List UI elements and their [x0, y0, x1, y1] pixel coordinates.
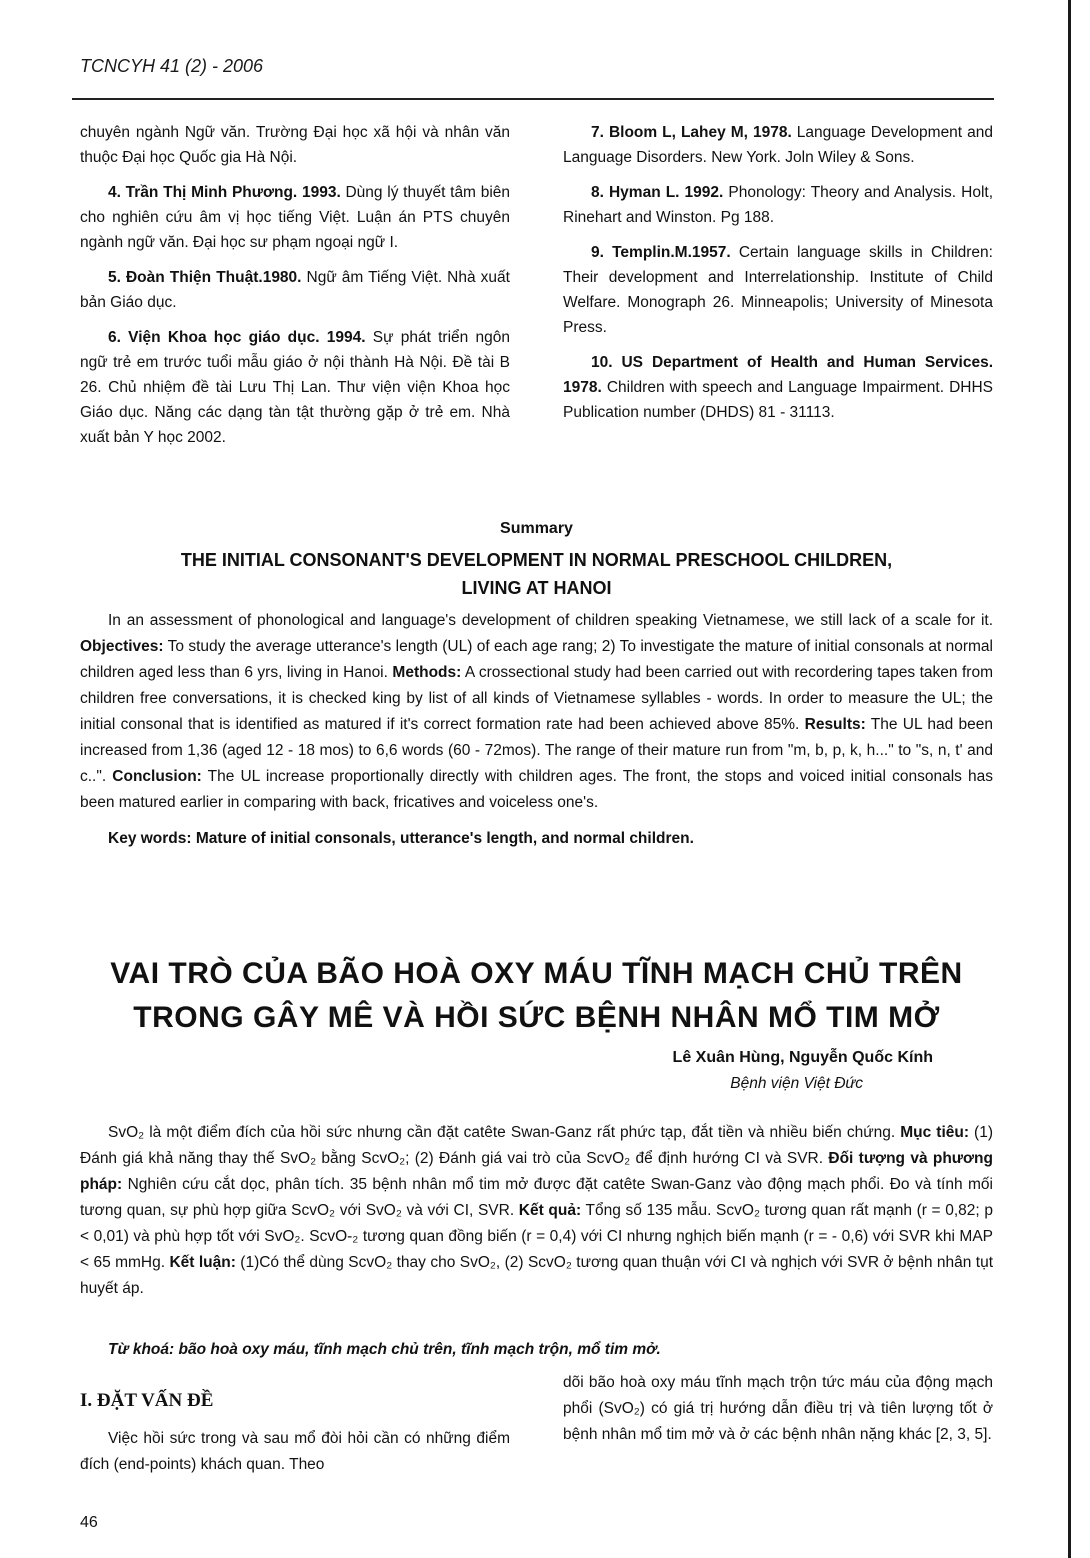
summary-abstract — [80, 608, 993, 816]
muc-tieu-text: (1) Đánh giá khả năng thay thế SvO₂ bằng ScvO₂; (2) Đánh giá vai trò của ScvO₂ để định hướng CI và SVR. — [80, 1124, 994, 1167]
reference-citation: 8. Hyman L. 1992. — [591, 184, 724, 201]
reference-citation: 5. Đoàn Thiện Thuật.1980. — [108, 269, 302, 286]
reference-6 — [80, 325, 510, 450]
objectives-label: Objectives: — [80, 638, 164, 655]
reference-citation: 4. Trần Thị Minh Phương. 1993. — [108, 184, 341, 201]
summary-title — [80, 546, 993, 602]
summary-label: Summary — [500, 520, 573, 537]
ket-luan-label: Kết luận: — [169, 1254, 236, 1271]
scan-edge-rule — [1068, 0, 1071, 1558]
reference-9 — [563, 240, 993, 340]
reference-citation: 6. Viện Khoa học giáo dục. 1994. — [108, 329, 366, 346]
reference-citation: 10. US Department of Health and Human Services. 1978. — [563, 354, 993, 396]
muc-tieu-label: Mục tiêu: — [900, 1124, 969, 1141]
reference-5 — [80, 265, 510, 315]
reference-text: Sự phát triển ngôn ngữ trẻ em trước tuổi mẫu giáo ở nội thành Hà Nội. Đề tài B 26. Chủ nhiệm đề tài Lưu Thị Lan. Thư viện viện Khoa học Giáo dục. Năng các dạng tàn tật thường gặp ở trẻ em. Nhà xuất bản Y học 2002. — [80, 329, 510, 446]
article-title-line1: VAI TRÒ CỦA BÃO HOÀ OXY MÁU TĨNH MẠCH CHỦ TRÊN — [110, 957, 963, 990]
reference-text: Dùng lý thuyết tâm biên cho nghiên cứu âm vị học tiếng Việt. Luận án PTS chuyên ngành ngữ văn. Đại học sư phạm ngoại ngữ I. — [80, 184, 510, 251]
english-summary — [80, 520, 993, 852]
reference-10 — [563, 350, 993, 425]
reference-text: Certain language skills in Children: Their development and Interrelationship. Institute of Child Welfare. Monograph 26. Minneapolis; University of Minesota Press. — [563, 244, 993, 336]
summary-title-line1: THE INITIAL CONSONANT'S DEVELOPMENT IN NORMAL PRESCHOOL CHILDREN, — [180, 550, 893, 570]
reference-text: chuyên ngành Ngữ văn. Trường Đại học xã hội và nhân văn thuộc Đại học Quốc gia Hà Nội. — [80, 124, 510, 166]
body-text-left: Việc hồi sức trong và sau mổ đòi hỏi cần có những điểm đích (end-points) khách quan. Theo — [80, 1430, 510, 1473]
reference-citation: 7. Bloom L, Lahey M, 1978. — [591, 124, 792, 141]
references-right-column — [563, 120, 993, 435]
references-left-column — [80, 120, 510, 460]
reference-8 — [563, 180, 993, 230]
abstract-intro: SvO₂ là một điểm đích của hồi sức nhưng cần đặt catête Swan-Ganz rất phức tạp, đắt tiền và nhiều biến chứng. — [108, 1124, 901, 1141]
methods-label: Methods: — [392, 664, 462, 681]
reference-text: Ngữ âm Tiếng Việt. Nhà xuất bản Giáo dục. — [80, 269, 510, 311]
ket-qua-text: Tổng số 135 mẫu. ScvO₂ tương quan rất mạnh (r = 0,82; p < 0,01) và phù hợp tốt với SvO₂. ScvO-₂ tương quan đồng biến (r = 0,4) với CI nhưng nghịch biến mạnh (r = - 0,6) với SVR khi MAP < 65 mmHg. — [80, 1202, 993, 1271]
conclusion-label: Conclusion: — [112, 768, 202, 785]
article-title — [80, 952, 993, 1040]
article-authors: Lê Xuân Hùng, Nguyễn Quốc Kính — [672, 1049, 933, 1066]
summary-title-line2: LIVING AT HANOI — [461, 578, 612, 598]
journal-header: TCNCYH 41 (2) - 2006 — [80, 56, 264, 76]
header-divider — [72, 98, 994, 100]
summary-keywords — [80, 826, 993, 852]
reference-text: Children with speech and Language Impairment. DHHS Publication number (DHDS) 81 - 31113. — [563, 379, 993, 421]
reference-continuation — [80, 120, 510, 170]
vietnamese-abstract — [80, 1120, 993, 1302]
keywords-text: Mature of initial consonals, utterance's length, and normal children. — [191, 830, 694, 847]
article-affiliation: Bệnh viện Việt Đức — [730, 1075, 863, 1092]
section-heading: I. ĐẶT VẤN ĐỀ — [80, 1390, 214, 1411]
reference-citation: 9. Templin.M.1957. — [591, 244, 731, 261]
reference-7 — [563, 120, 993, 170]
reference-text: Phonology: Theory and Analysis. Holt, Rinehart and Winston. Pg 188. — [563, 184, 994, 226]
conclusion-text: The UL increase proportionally directly with children ages. The front, the stops and voiced initial consonals has been matured earlier in comparing with back, fricatives and voiceless one's. — [80, 768, 993, 811]
vietnamese-keywords: Từ khoá: bão hoà oxy máu, tĩnh mạch chủ trên, tĩnh mạch trộn, mổ tim mở. — [108, 1341, 661, 1358]
keywords-label: Key words: — [108, 830, 192, 847]
results-text: The UL had been increased from 1,36 (aged 12 - 18 mos) to 6,6 words (60 - 72mos). The range of their mature run from "m, b, p, k, h..." to "s, n, t' and c..". — [80, 716, 993, 785]
reference-text: Language Development and Language Disorders. New York. Joln Wiley & Sons. — [563, 124, 993, 166]
page-number: 46 — [80, 1514, 98, 1531]
objectives-text: To study the average utterance's length (UL) of each age rang; 2) To investigate the mature of initial consonals at normal children aged less than 6 yrs, living in Hanoi. — [80, 638, 993, 681]
reference-4 — [80, 180, 510, 255]
article-title-line2: TRONG GÂY MÊ VÀ HỒI SỨC BỆNH NHÂN MỔ TIM MỞ — [133, 1001, 940, 1034]
results-label: Results: — [804, 716, 866, 733]
ket-qua-label: Kết quả: — [518, 1202, 582, 1219]
methods-text: A crossectional study had been carried out with recordering tapes taken from children free conversations, it is checked king by list of all kinds of Vietnamese syllables - words. In order to measure the UL; the initial consonal that is identified as matured if it's correct formation rate had been achieved above 85%. — [80, 664, 993, 733]
body-text-right: dõi bão hoà oxy máu tĩnh mạch trộn tức máu của động mạch phổi (SvO₂) có giá trị hướng dẫn điều trị và tiên lượng tốt ở bệnh nhân mổ tim mở và ở các bệnh nhân nặng khác [2, 3, 5]. — [563, 1374, 993, 1443]
doi-tuong-label: Đối tượng và phương pháp: — [80, 1150, 993, 1193]
doi-tuong-text: Nghiên cứu cắt dọc, phân tích. 35 bệnh nhân mổ tim mở được đặt catête Swan-Ganz vào động mạch phổi. Đo và tính mối tương quan, sự phù hợp giữa ScvO₂ với SvO₂ và với CI, SVR. — [80, 1176, 993, 1219]
abstract-intro: In an assessment of phonological and language's development of children speaking Vietnamese, we still lack of a scale for it. — [108, 612, 993, 629]
ket-luan-text: (1)Có thể dùng ScvO₂ thay cho SvO₂, (2) ScvO₂ tương quan thuận với CI và nghịch với SVR ở bệnh nhân tụt huyết áp. — [80, 1254, 994, 1297]
